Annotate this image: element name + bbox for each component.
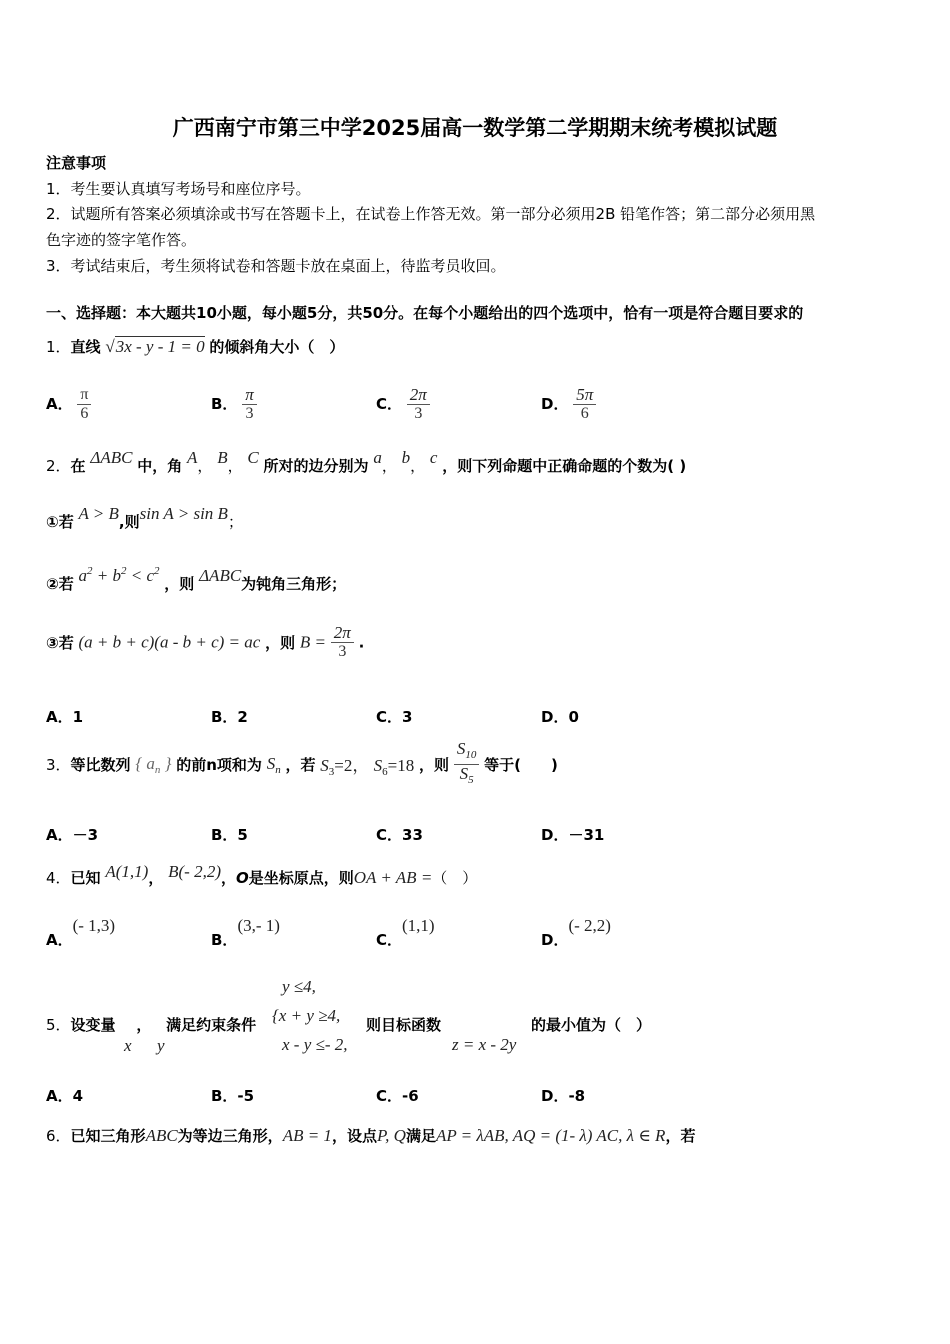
question-6: 6．已知三角形ABC为等边三角形，AB = 1，设点P, Q满足AP = λAB, AQ = (1- λ) AC, λ ∈ R，若 [46,1126,696,1145]
q5-var-x: x [124,1036,132,1055]
q5-option-c[interactable]: C．-6 [376,1087,419,1105]
q1-equation: √3x - y - 1 = 0 [105,337,205,356]
question-1 [46,336,344,357]
q5-target-function: z = x - 2y [452,1035,517,1054]
q3-option-a[interactable]: A．－3 [46,826,99,844]
q4-option-a[interactable]: A．(- 1,3) [46,916,116,949]
q4-option-d[interactable]: D．(- 2,2) [541,916,611,949]
notice-heading: 注意事项 [46,154,107,172]
q2-statement-3: ③若 (a + b + c)(a - b + c) = ac ，则 B = $\frac{2\pi}{3}$ . [46,623,365,660]
q1-option-a[interactable]: A． $\frac{\pi}{6}$ [46,386,91,423]
q5-option-d[interactable]: D．-8 [541,1087,586,1105]
q5-tail: 的最小值为（ ） [531,1016,652,1034]
q1-option-b[interactable]: B． $\frac{\pi}{3}$ [211,386,257,423]
notice-item-1: 1．考生要认真填写考场号和座位序号。 [46,180,311,198]
q5-option-a[interactable]: A．4 [46,1087,84,1105]
q5-constraint-3: x - y ≤- 2, [282,1035,348,1054]
q1-number: 1． [46,338,71,356]
q2-statement-2: ②若 $a^2 + b^2 < c^2$ ，则 ΔABC为钝角三角形； [46,565,347,593]
q2-option-d[interactable]: D．0 [541,708,579,726]
q3-option-d[interactable]: D．－31 [541,826,605,844]
q1-pre: 直线 [70,338,101,356]
question-5: 5．设变量 ， 满足约束条件 [46,1016,257,1034]
section-heading: 一、选择题：本大题共10小题，每小题5分，共50分。在每个小题给出的四个选项中，恰有一项是符合题目要求的 [46,304,804,322]
q4-option-b[interactable]: B．(3,- 1) [211,916,280,949]
notice-item-2-cont: 色字迹的签字笔作答。 [46,231,197,249]
q4-option-c[interactable]: C．(1,1) [376,916,435,949]
q3-option-b[interactable]: B．5 [211,826,248,844]
q1-post: 的倾斜角大小（ ） [209,338,345,356]
q2-option-c[interactable]: C．3 [376,708,413,726]
q2-statement-1: ①若 A > B,则sin A > sin B； [46,504,243,531]
q5-constraint-1: y ≤4, [282,977,316,996]
q3-option-c[interactable]: C．33 [376,826,423,844]
q5-option-b[interactable]: B．-5 [211,1087,255,1105]
q1-option-d[interactable]: D． $\frac{5\pi}{6}$ [541,386,596,423]
question-4: 4．已知 A(1,1)， B(- 2,2)，O是坐标原点，则OA + AB =（ ） [46,862,478,887]
page-title: 广西南宁市第三中学2025届高一数学第二学期期末统考模拟试题 [172,116,778,140]
q5-target-label: 则目标函数 [366,1016,442,1034]
question-3: 3．等比数列 { $a_n$ } 的前n项和为 $S_n$ ，若 $S_3=2$， $S_6=18$ ，则 $\frac{S_{10}}{S_5}$ 等于( ) [46,739,558,786]
notice-item-3: 3．考试结束后，考生须将试卷和答题卡放在桌面上，待监考员收回。 [46,257,506,275]
q2-option-b[interactable]: B．2 [211,708,248,726]
q2-option-a[interactable]: A．1 [46,708,84,726]
notice-item-2: 2．试题所有答案必须填涂或书写在答题卡上，在试卷上作答无效。第一部分必须用2B 铅笔作答；第二部分必须用黑 [46,205,816,223]
question-2: 2．在 ΔABC 中，角 A， B， C 所对的边分别为 a， b， c ，则下列命题中正确命题的个数为( ) [46,448,687,475]
q1-option-c[interactable]: C． $\frac{2\pi}{3}$ [376,386,430,423]
q5-constraint-2: {x + y ≥4, [272,1006,341,1025]
q5-var-y: y [157,1036,165,1055]
